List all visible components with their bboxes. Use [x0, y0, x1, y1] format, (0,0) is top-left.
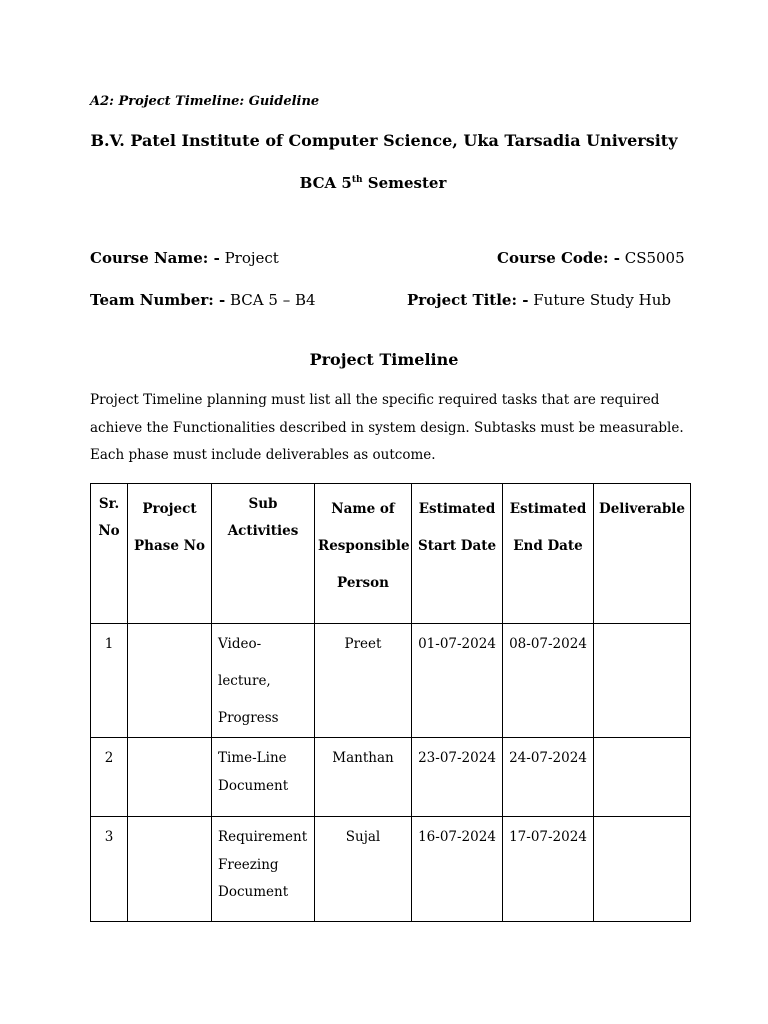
col-header-sub-activities: Sub Activities: [212, 484, 315, 624]
col-header-responsible-person: Name of Responsible Person: [315, 484, 412, 624]
project-title: [407, 291, 671, 309]
course-code-value: CS5005: [624, 249, 685, 267]
cell-responsible-person: Preet: [315, 624, 412, 738]
cell-deliverable: [594, 817, 691, 922]
project-title-value: Future Study Hub: [533, 291, 671, 309]
cell-responsible-person: Sujal: [315, 817, 412, 922]
cell-phase-no: [128, 817, 212, 922]
cell-responsible-person: Manthan: [315, 738, 412, 817]
col-header-end-date: Estimated End Date: [503, 484, 594, 624]
semester-prefix: BCA 5: [299, 174, 352, 192]
cell-sr-no: 1: [91, 624, 128, 738]
team-number-value: BCA 5 – B4: [230, 291, 316, 309]
timeline-heading: Project Timeline: [309, 350, 459, 369]
semester-suffix: Semester: [362, 174, 447, 192]
semester-superscript: th: [351, 175, 363, 185]
team-number: [90, 291, 316, 309]
cell-deliverable: [594, 738, 691, 817]
cell-start-date: 16-07-2024: [412, 817, 503, 922]
cell-phase-no: [128, 738, 212, 817]
cell-sub-activity: Time-Line Document: [212, 738, 315, 817]
cell-end-date: 24-07-2024: [503, 738, 594, 817]
cell-deliverable: [594, 624, 691, 738]
timeline-table: [90, 483, 691, 922]
col-header-phase-no: Project Phase No: [128, 484, 212, 624]
cell-sub-activity: Video-lecture, Progress: [212, 624, 315, 738]
team-number-label: Team Number: -: [90, 291, 226, 309]
table-header-row: [91, 484, 691, 624]
cell-phase-no: [128, 624, 212, 738]
cell-end-date: 17-07-2024: [503, 817, 594, 922]
course-name-label: Course Name: -: [90, 249, 220, 267]
cell-sub-activity: Requirement Freezing Document: [212, 817, 315, 922]
cell-start-date: 23-07-2024: [412, 738, 503, 817]
col-header-deliverable: Deliverable: [594, 484, 691, 624]
col-header-sr-no: Sr. No: [91, 484, 128, 624]
project-title-label: Project Title: -: [407, 291, 529, 309]
table-row: [91, 817, 691, 922]
table-row: [91, 624, 691, 738]
course-code-label: Course Code: -: [497, 249, 620, 267]
course-name-value: Project: [224, 249, 279, 267]
timeline-intro: Project Timeline planning must list all the specific required tasks that are required achieve the Functionalities described in system design. Subtasks must be measurable. Each phase must include deliverables as outcome.: [90, 392, 684, 463]
cell-sr-no: 3: [91, 817, 128, 922]
guideline-label: A2: Project Timeline: Guideline: [90, 94, 320, 109]
course-code: [497, 249, 685, 267]
table-row: [91, 738, 691, 817]
semester-title: [0, 174, 746, 192]
institute-title: B.V. Patel Institute of Computer Science, Uka Tarsadia University: [90, 131, 678, 150]
cell-sr-no: 2: [91, 738, 128, 817]
course-name: [90, 249, 279, 267]
cell-end-date: 08-07-2024: [503, 624, 594, 738]
col-header-start-date: Estimated Start Date: [412, 484, 503, 624]
cell-start-date: 01-07-2024: [412, 624, 503, 738]
